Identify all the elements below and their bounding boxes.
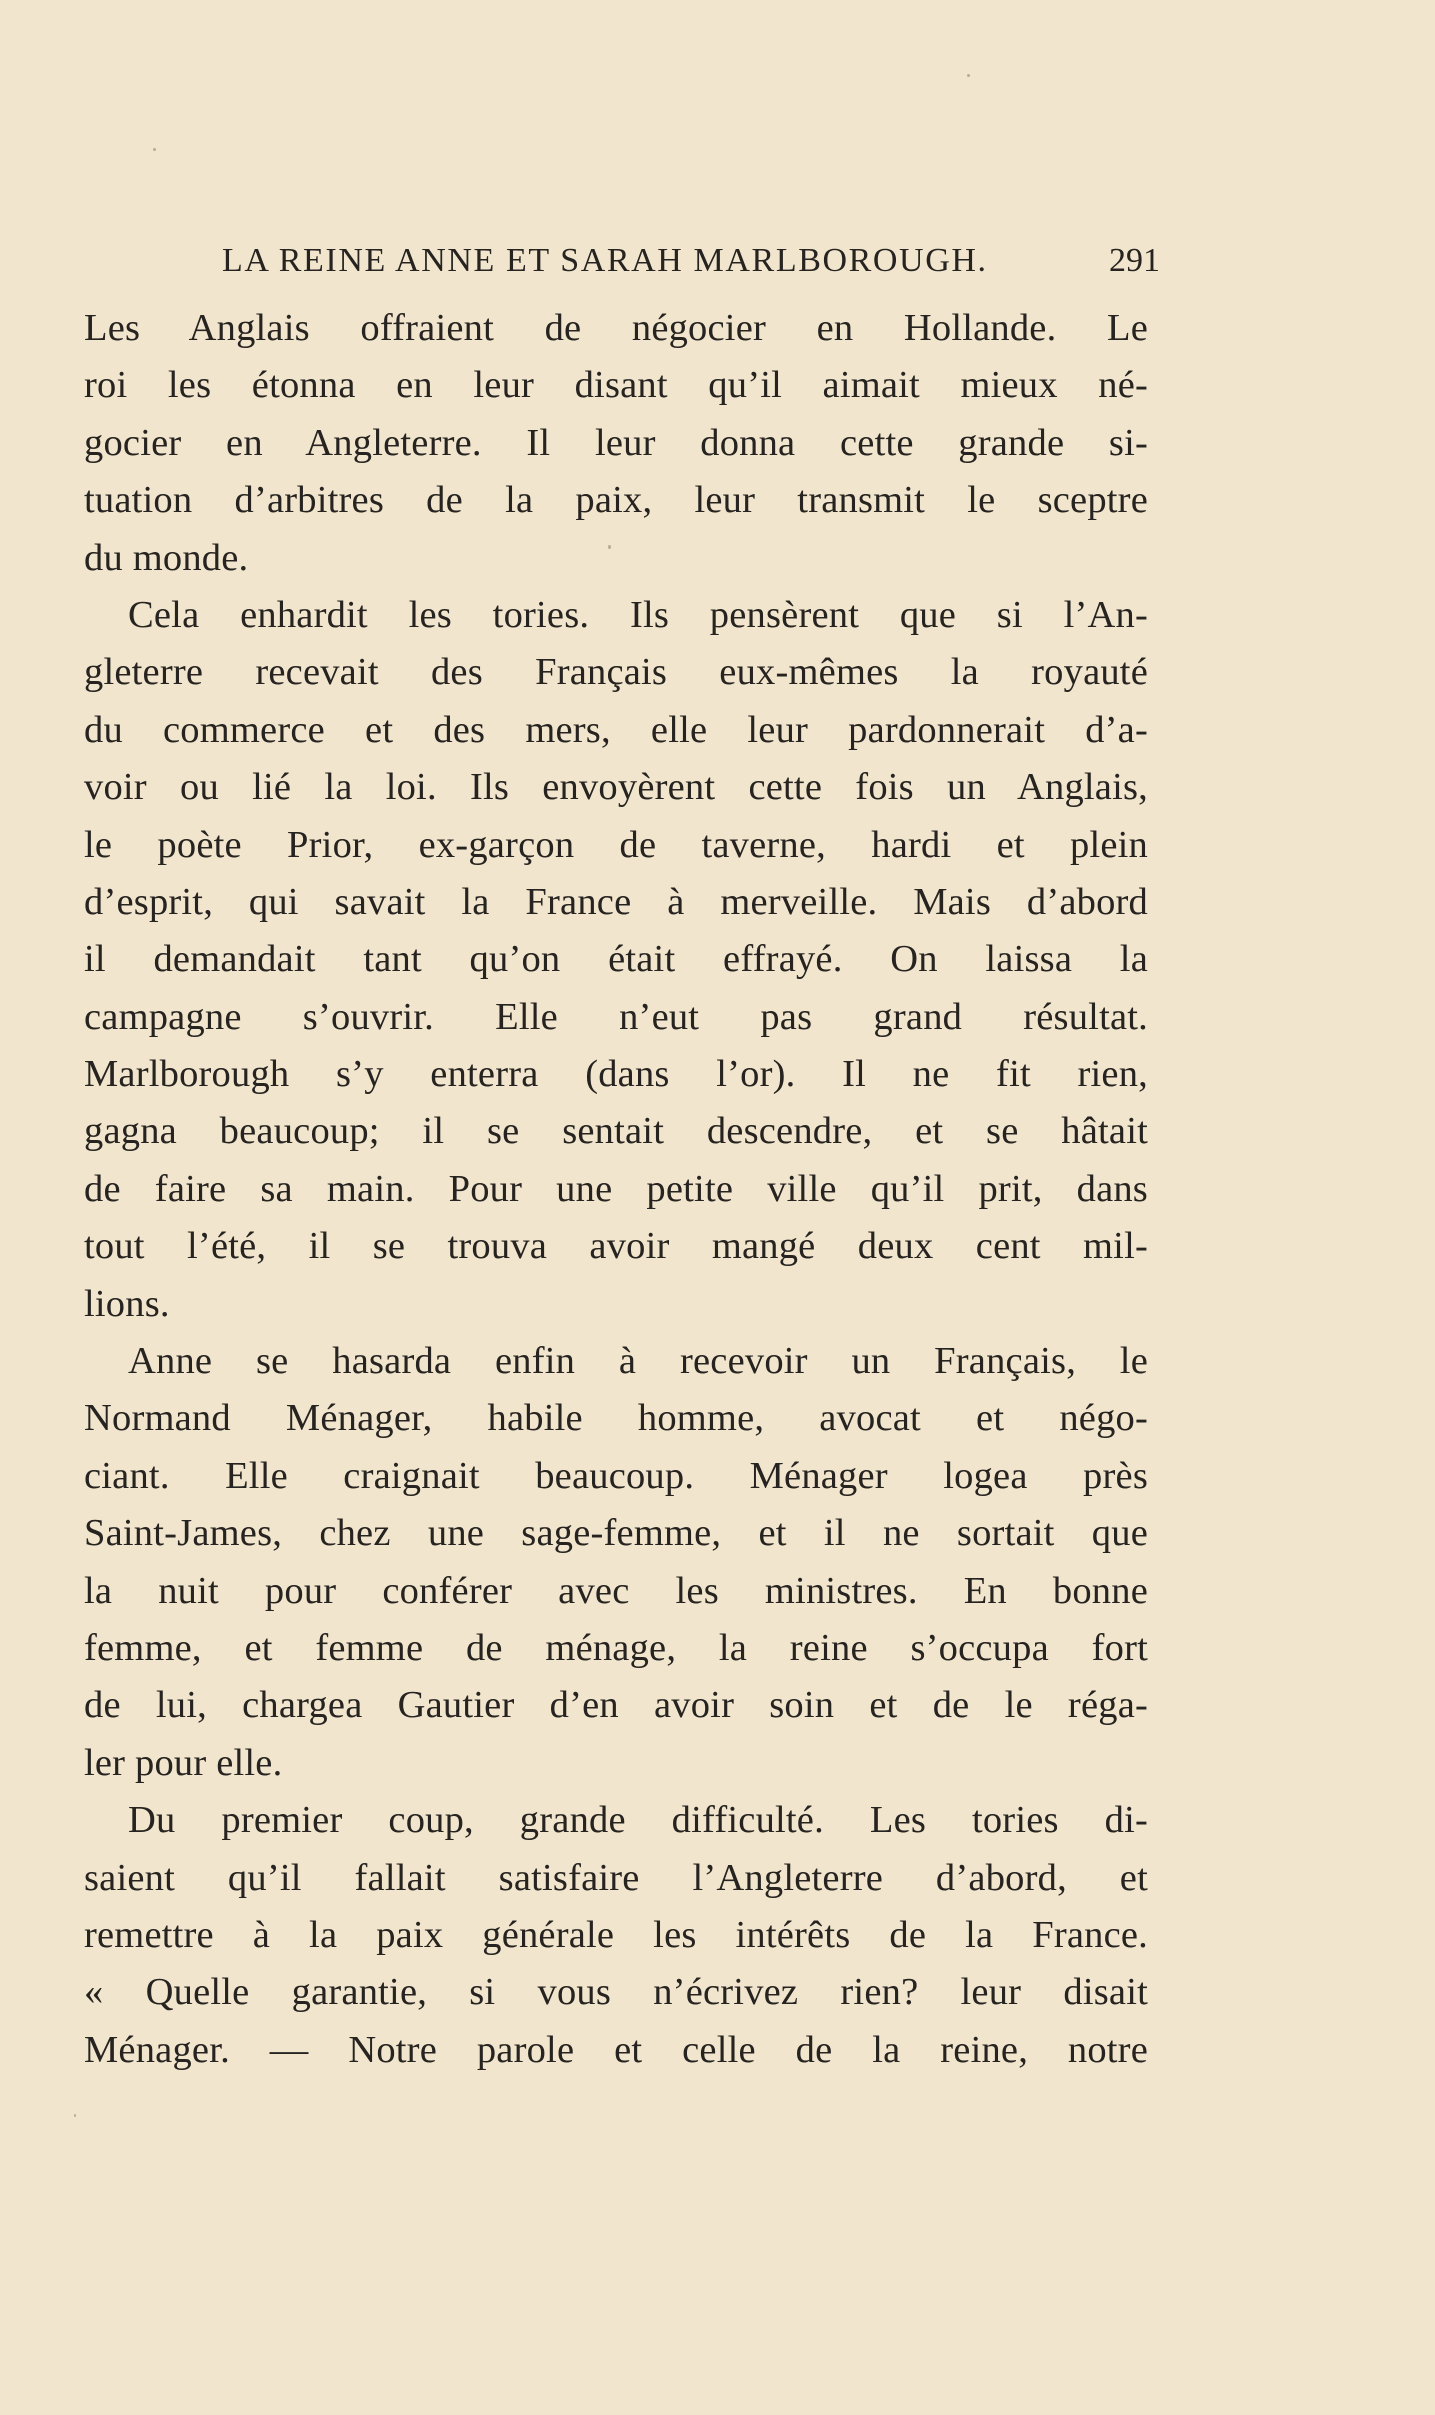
text-line: de faire sa main. Pour une petite ville qu’il prit, dans bbox=[84, 1167, 1148, 1210]
text-line: lions. bbox=[84, 1282, 170, 1325]
text-line: tout l’été, il se trouva avoir mangé deux cent mil- bbox=[84, 1225, 1148, 1268]
text-line: Les Anglais offraient de négocier en Hollande. Le bbox=[84, 307, 1148, 349]
page-number: 291 bbox=[1109, 242, 1160, 279]
text-line: le poète Prior, ex-garçon de taverne, hardi et plein bbox=[84, 823, 1148, 866]
text-line: Normand Ménager, habile homme, avocat et négo- bbox=[84, 1397, 1148, 1440]
text-line: saient qu’il fallait satisfaire l’Angleterre d’abord, et bbox=[84, 1856, 1148, 1899]
text-line: Anne se hasarda enfin à recevoir un Français, le bbox=[128, 1340, 1148, 1383]
text-line: ciant. Elle craignait beaucoup. Ménager logea près bbox=[84, 1454, 1148, 1497]
text-line: de lui, chargea Gautier d’en avoir soin et de le réga- bbox=[84, 1684, 1148, 1727]
running-head bbox=[222, 238, 1160, 284]
paper-speck bbox=[74, 2114, 76, 2117]
text-line: Du premier coup, grande difficulté. Les tories di- bbox=[128, 1799, 1148, 1842]
text-line: gleterre recevait des Français eux-mêmes la royauté bbox=[84, 651, 1148, 694]
paper-speck bbox=[967, 74, 970, 77]
text-line: d’esprit, qui savait la France à merveille. Mais d’abord bbox=[84, 880, 1148, 923]
text-line: Marlborough s’y enterra (dans l’or). Il ne fit rien, bbox=[84, 1053, 1148, 1096]
text-line: tuation d’arbitres de la paix, leur transmit le sceptre bbox=[84, 479, 1148, 522]
text-line: du commerce et des mers, elle leur pardonnerait d’a- bbox=[84, 708, 1148, 751]
text-line: « Quelle garantie, si vous n’écrivez rien? leur disait bbox=[84, 1971, 1148, 2014]
text-line: Ménager. — Notre parole et celle de la reine, notre bbox=[84, 2028, 1148, 2071]
body-text bbox=[84, 300, 1148, 2079]
text-line: ler pour elle. bbox=[84, 1741, 283, 1784]
running-title: LA REINE ANNE ET SARAH MARLBOROUGH. bbox=[222, 242, 988, 279]
text-line: la nuit pour conférer avec les ministres. En bonne bbox=[84, 1569, 1148, 1612]
text-line: il demandait tant qu’on était effrayé. On laissa la bbox=[84, 938, 1148, 981]
paper-speck bbox=[153, 148, 156, 151]
text-line: roi les étonna en leur disant qu’il aimait mieux né- bbox=[84, 364, 1148, 407]
text-line: campagne s’ouvrir. Elle n’eut pas grand résultat. bbox=[84, 995, 1148, 1038]
text-line: gocier en Angleterre. Il leur donna cette grande si- bbox=[84, 421, 1148, 464]
text-line: Saint-James, chez une sage-femme, et il ne sortait que bbox=[84, 1512, 1148, 1555]
text-line: du monde. bbox=[84, 536, 249, 579]
text-line: femme, et femme de ménage, la reine s’occupa fort bbox=[84, 1626, 1148, 1669]
text-line: remettre à la paix générale les intérêts de la France. bbox=[84, 1913, 1148, 1956]
text-line: Cela enhardit les tories. Ils pensèrent que si l’An- bbox=[128, 593, 1148, 636]
text-line: gagna beaucoup; il se sentait descendre, et se hâtait bbox=[84, 1110, 1148, 1153]
text-line: voir ou lié la loi. Ils envoyèrent cette fois un Anglais, bbox=[84, 766, 1148, 809]
